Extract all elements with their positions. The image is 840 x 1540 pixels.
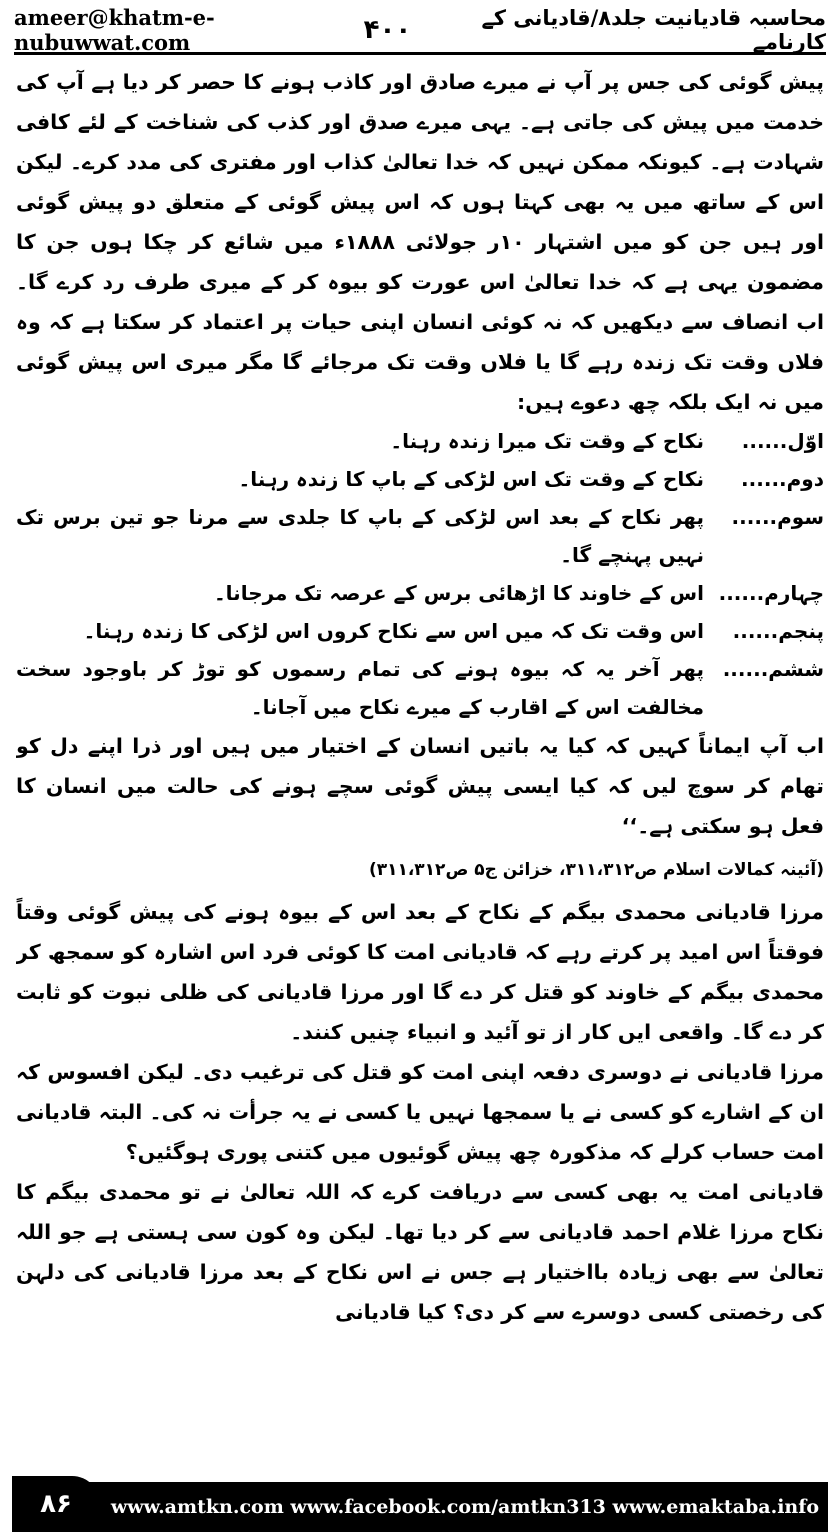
list-item bbox=[16, 422, 824, 460]
page-header bbox=[14, 5, 826, 55]
claim-text: نکاح کے وقت تک میرا زندہ رہنا۔ bbox=[390, 429, 704, 453]
claim-text: پھر نکاح کے بعد اس لڑکی کے باپ کا جلدی سے مرنا جو تین برس تک نہیں پہنچے گا۔ bbox=[16, 505, 704, 567]
body-paragraph: پیش گوئی کی جس پر آپ نے میرے صادق اور کاذب ہونے کا حصر کر دیا ہے آپ کی خدمت میں پیش کی جاتی ہے۔ یہی میرے صدق اور کذب کی شناخت کے لئے کافی شہادت ہے۔ کیونکہ ممکن نہیں کہ خدا تعالیٰ کذاب اور مفتری کی مدد کرے۔ لیکن اس کے ساتھ میں یہ بھی کہتا ہوں کہ اس پیش گوئی کے متعلق دو پیش گوئی اور ہیں جن کو میں اشتہار ۱۰ر جولائی ۱۸۸۸ء میں شائع کر چکا ہوں جن کا مضمون یہی ہے کہ خدا تعالیٰ اس عورت کو بیوہ کر کے میری طرف رد کرے گا۔ اب انصاف سے دیکھیں کہ نہ کوئی انسان اپنی حیات پر اعتماد کر سکتا ہے کہ وہ فلاں وقت تک زندہ رہے گا یا فلاں وقت تک مرجائے گا مگر میری اس پیش گوئی میں نہ ایک بلکہ چھ دعوے ہیں: bbox=[16, 70, 824, 414]
claims-list bbox=[16, 422, 824, 726]
claim-text: پھر آخر یہ کہ بیوہ ہونے کی تمام رسموں کو توڑ کر باوجود سخت مخالفت اس کے اقارب کے میرے نکاح میں آجانا۔ bbox=[16, 657, 704, 719]
claim-text: اس وقت تک کہ میں اس سے نکاح کروں اس لڑکی کا زندہ رہنا۔ bbox=[83, 619, 704, 643]
list-item bbox=[16, 574, 824, 612]
footer-websites: www.amtkn.com www.facebook.com/amtkn313 www.emaktaba.info bbox=[110, 1496, 820, 1518]
header-book-title: محاسبہ قادیانیت جلد۸/قادیانی کے کارنامے bbox=[481, 6, 826, 54]
list-item bbox=[16, 612, 824, 650]
footer-folio-number: ۸۶ bbox=[12, 1476, 100, 1532]
list-item bbox=[16, 460, 824, 498]
claim-text: نکاح کے وقت تک اس لڑکی کے باپ کا زندہ رہنا۔ bbox=[238, 467, 704, 491]
list-item bbox=[16, 498, 824, 574]
list-item bbox=[16, 650, 824, 726]
body-paragraph: مرزا قادیانی نے دوسری دفعہ اپنی امت کو قتل کی ترغیب دی۔ لیکن افسوس کہ ان کے اشارے کو کسی نے یا سمجھا نہیں یا کسی نے یہ جرأت نہ کی۔ البتہ قادیانی امت حساب کرلے کہ مذکورہ چھ پیش گوئیوں میں کتنی پوری ہوگئیں؟ bbox=[16, 1060, 824, 1164]
body-paragraph: قادیانی امت یہ بھی کسی سے دریافت کرے کہ اللہ تعالیٰ نے تو محمدی بیگم کا نکاح مرزا غلام احمد قادیانی سے کر دیا تھا۔ لیکن وہ کون سی ہستی ہے جو اللہ تعالیٰ سے بھی زیادہ بااختیار ہے جس نے اس نکاح کے بعد مرزا قادیانی کی دلہن کی رخصتی کسی دوسرے سے کر دی؟ کیا قادیانی bbox=[16, 1180, 824, 1324]
page-body bbox=[16, 62, 824, 1470]
claim-label: اوّل...... bbox=[741, 429, 824, 453]
body-paragraph: اب آپ ایماناً کہیں کہ کیا یہ باتیں انسان کے اختیار میں ہیں اور ذرا اپنے دل کو تھام کر سوچ لیں کہ کیا ایسی پیش گوئی سچے ہونے کی حالت میں انسان کا فعل ہو سکتی ہے۔‘‘ bbox=[16, 734, 824, 838]
claim-label: چہارم...... bbox=[718, 581, 824, 605]
header-right-group bbox=[364, 6, 826, 54]
claim-label: دوم...... bbox=[741, 467, 824, 491]
header-email: ameer@khatm-e-nubuwwat.com bbox=[14, 5, 215, 55]
body-paragraph: مرزا قادیانی محمدی بیگم کے نکاح کے بعد اس کے بیوہ ہونے کی پیش گوئی وقتاً فوقتاً اس امید پر کرتے رہے کہ قادیانی امت کا کوئی فرد اس اشارہ کو سمجھ کر محمدی بیگم کے خاوند کو قتل کر دے گا اور مرزا قادیانی کی ظلی نبوت کو ثابت کر دے گا۔ واقعی ایں کار از تو آئید و انبیاء چنیں کنند۔ bbox=[16, 900, 824, 1044]
page-footer bbox=[12, 1482, 828, 1532]
citation-reference: (آئینہ کمالات اسلام ص۳۱۱،۳۱۲، خزائن ج۵ ص۳۱۱،۳۱۲) bbox=[368, 860, 824, 880]
header-page-number: ۴۰۰ bbox=[363, 15, 412, 45]
claim-label: ششم...... bbox=[722, 657, 824, 681]
claim-label: سوم...... bbox=[731, 505, 824, 529]
claim-text: اس کے خاوند کا اڑھائی برس کے عرصہ تک مرجانا۔ bbox=[213, 581, 704, 605]
claim-label: پنجم...... bbox=[732, 619, 824, 643]
